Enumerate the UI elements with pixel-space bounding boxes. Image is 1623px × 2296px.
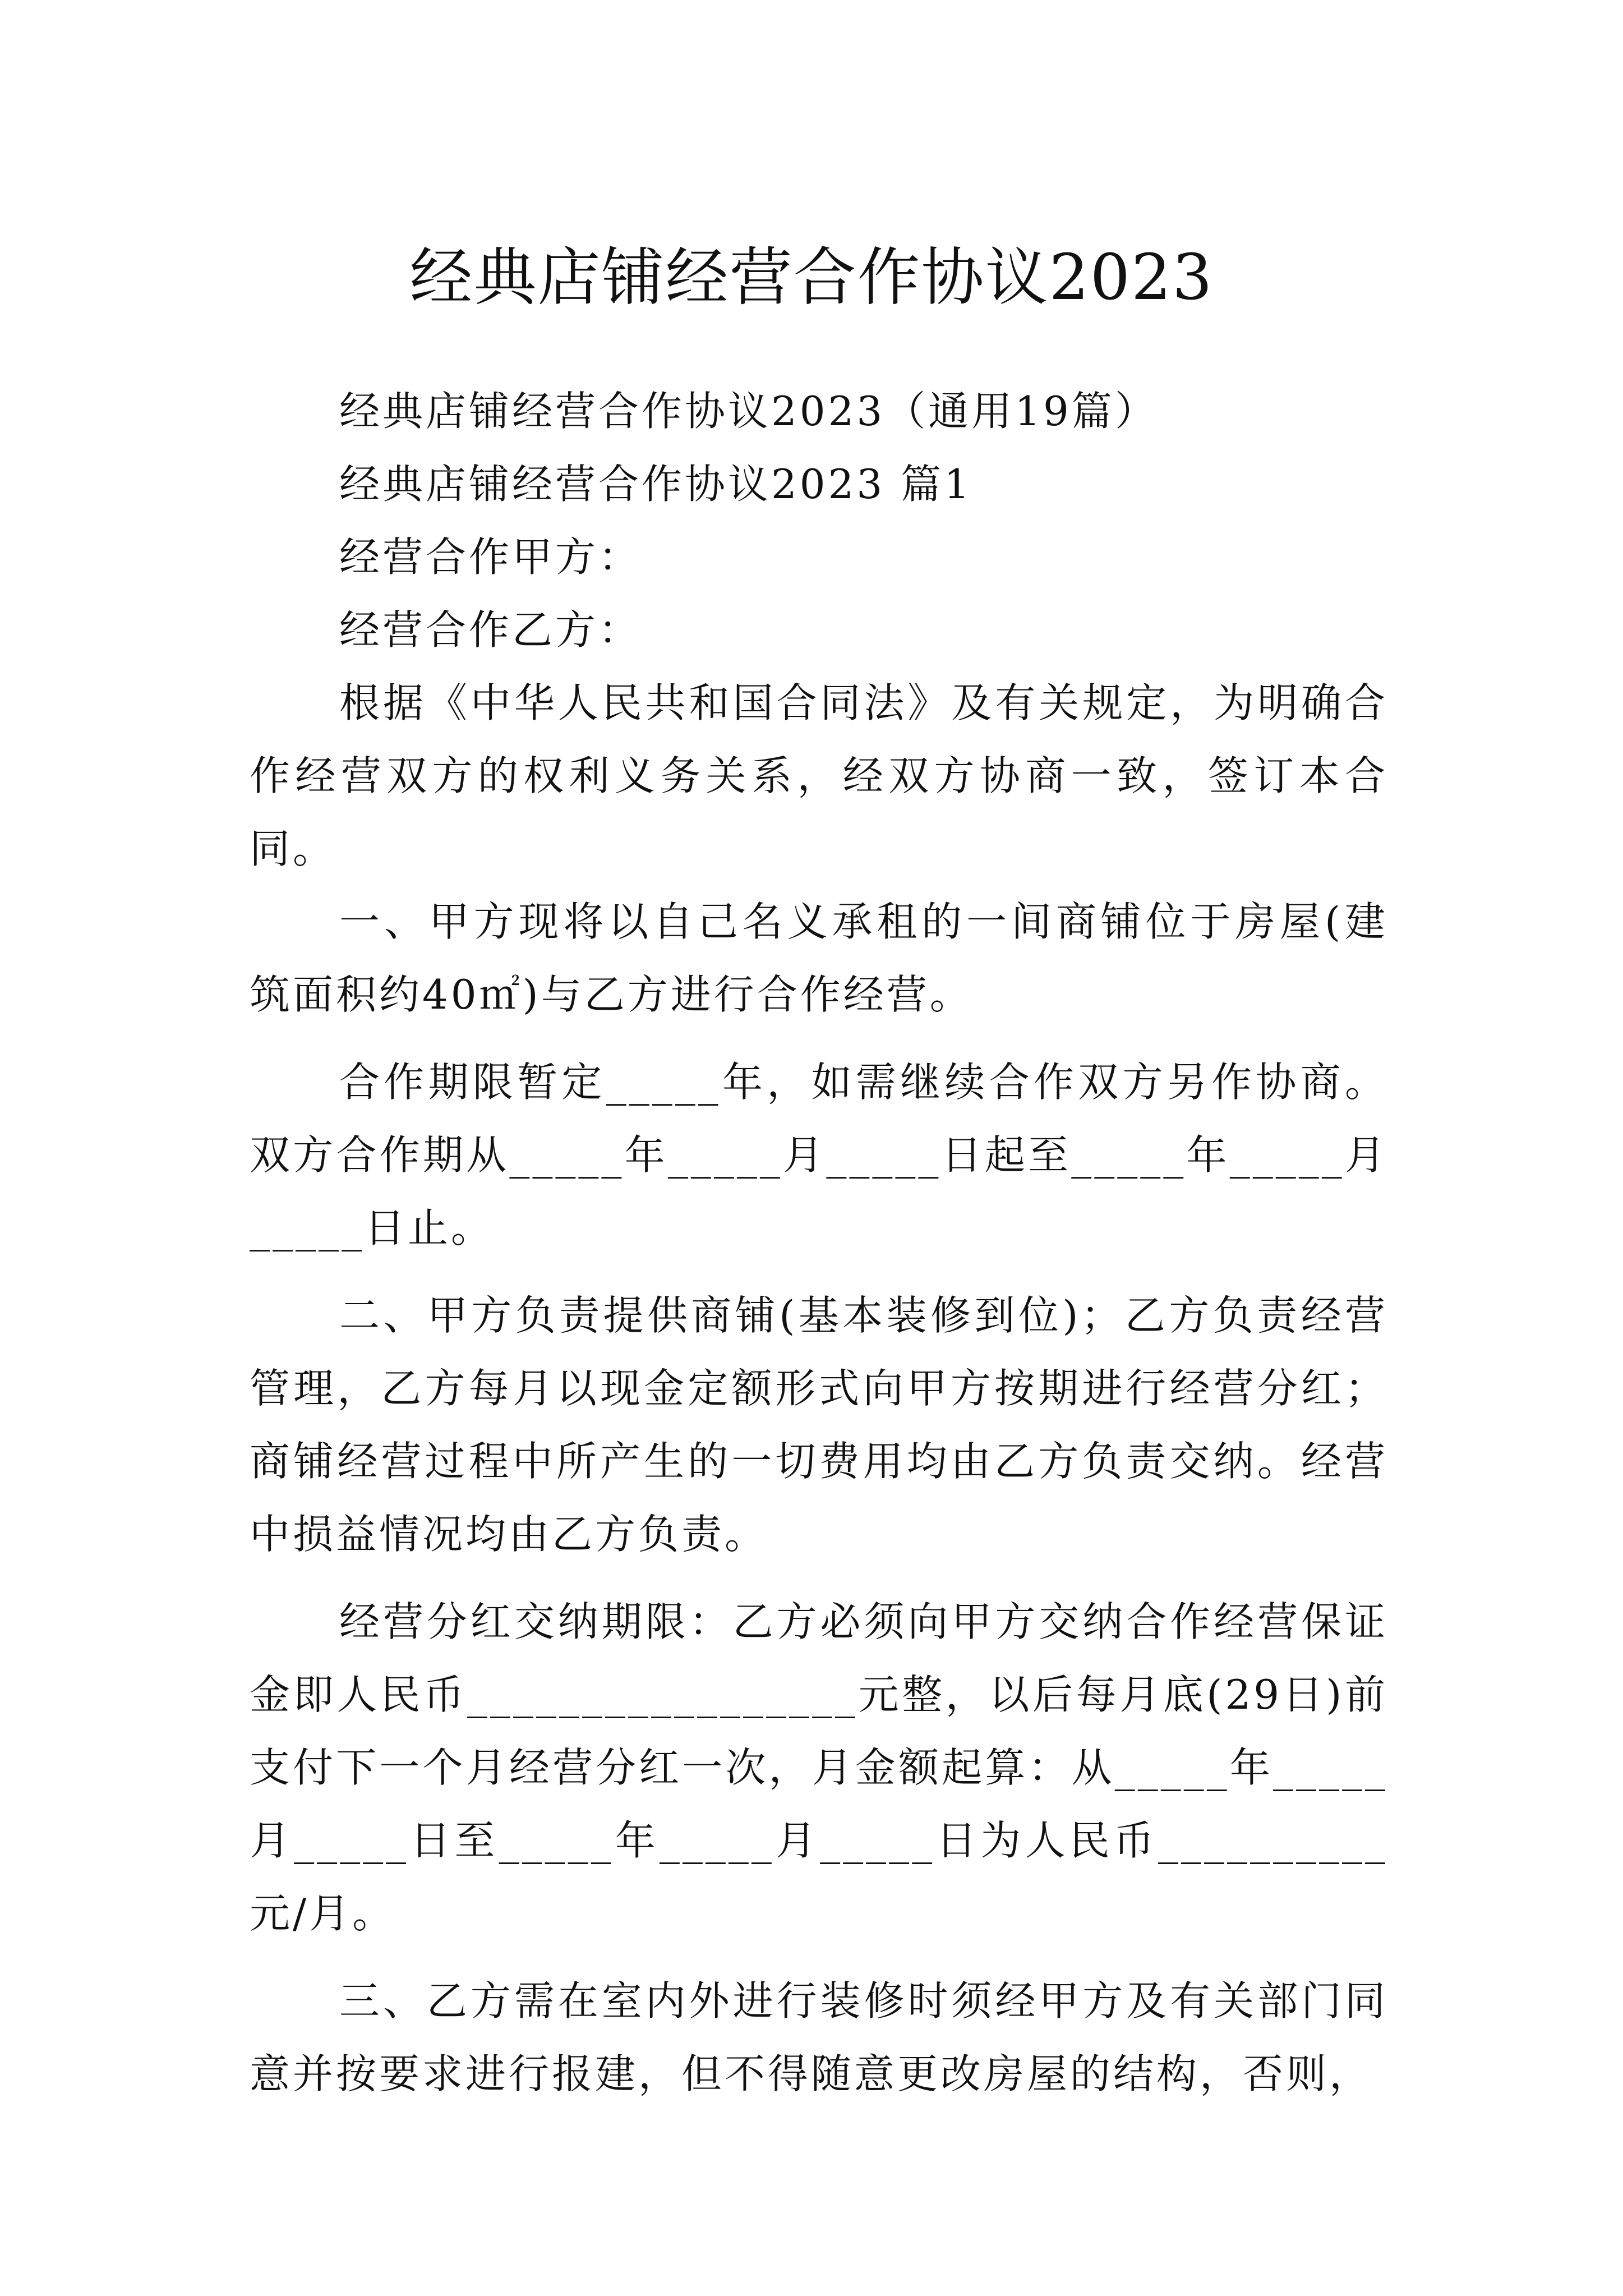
paragraph-dividend-terms: 经营分红交纳期限：乙方必须向甲方交纳合作经营保证金即人民币_________________元整，以后每月底(29日)前支付下一个月经营分红一次，月金额起算：从_____年_____月_____日至_____年_____月_____日为人民币__________元/月。 xyxy=(250,1598,1388,1937)
paragraph-term: 合作期限暂定_____年，如需继续合作双方另作协商。双方合作期从_____年_____月_____日起至_____年_____月_____日止。 xyxy=(250,1059,1388,1251)
paragraph-preamble: 根据《中华人民共和国合同法》及有关规定，为明确合作经营双方的权利义务关系，经双方协商一致，签订本合同。 xyxy=(250,679,1388,872)
paragraph-clause-2: 二、甲方负责提供商铺(基本装修到位)；乙方负责经营管理，乙方每月以现金定额形式向甲方按期进行经营分红；商铺经营过程中所产生的一切费用均由乙方负责交纳。经营中损益情况均由乙方负责。 xyxy=(250,1292,1388,1558)
paragraph-clause-1: 一、甲方现将以自己名义承租的一间商铺位于房屋(建筑面积约40㎡)与乙方进行合作经营。 xyxy=(250,898,1388,1018)
paragraph-party-a: 经营合作甲方： xyxy=(339,533,642,581)
paragraph-party-b: 经营合作乙方： xyxy=(339,606,642,654)
document-body xyxy=(250,375,1388,2110)
document-title: 经典店铺经营合作协议2023 xyxy=(409,241,1214,315)
paragraph-section-heading: 经典店铺经营合作协议2023 篇1 xyxy=(339,461,972,508)
paragraph-subtitle: 经典店铺经营合作协议2023（通用19篇） xyxy=(339,388,1158,435)
paragraph-clause-3: 三、乙方需在室内外进行装修时须经甲方及有关部门同意并按要求进行报建，但不得随意更改房屋的结构，否则， xyxy=(250,1977,1388,2097)
